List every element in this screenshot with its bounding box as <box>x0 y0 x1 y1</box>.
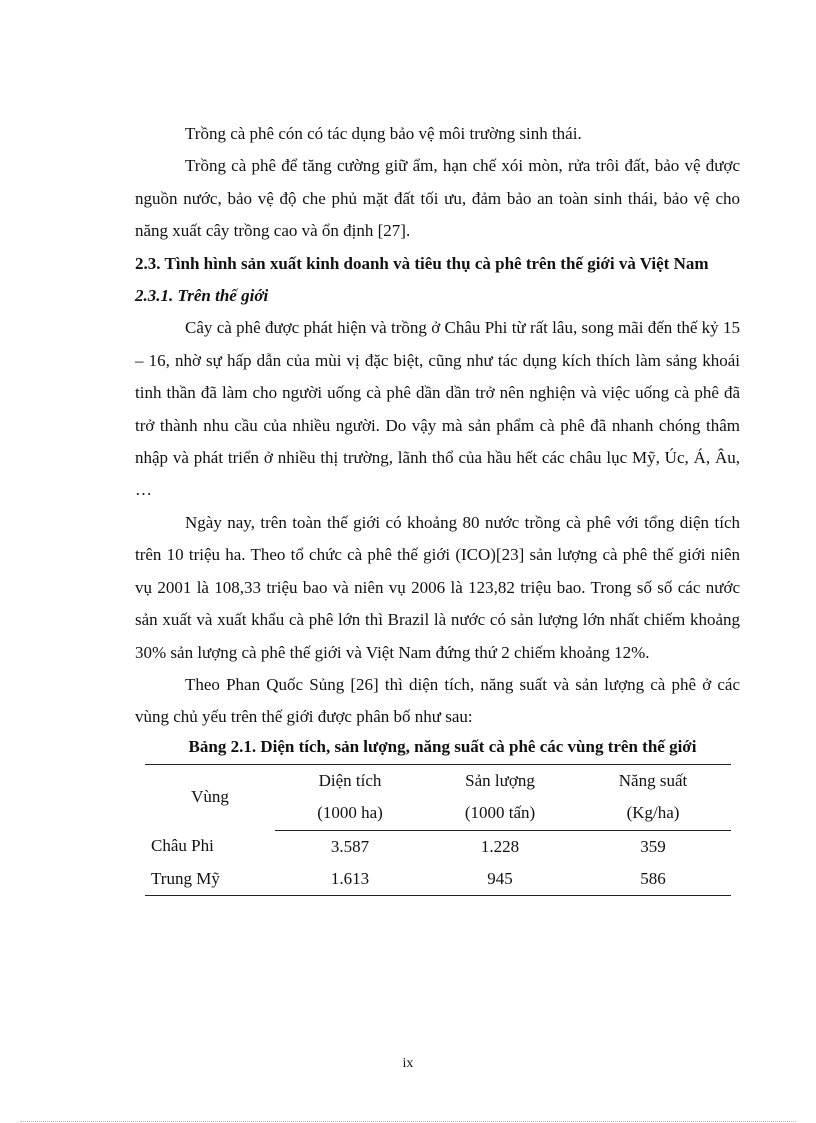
header-cell: Vùng <box>145 764 275 830</box>
page-number: ix <box>402 1056 414 1071</box>
header-unit-cell: (Kg/ha) <box>575 797 731 830</box>
paragraph: Trồng cà phê cón có tác dụng bảo vệ môi trường sinh thái. <box>185 124 582 143</box>
paragraph: Ngày nay, trên toàn thế giới có khoảng 80 nước trồng cà phê với tổng diện tích trên 10 triệu ha. Theo tổ chức cà phê thế giới (ICO)[23] sản lượng cà phê thế giới niên vụ 2001 là 108,33 triệu bao và niên vụ 2006 là 123,82 triệu bao. Trong số số các nước sản xuất và xuất khẩu cà phê lớn thì Brazil là nước có sản lượng lớn nhất chiếm khoảng 30% sản lượng cà phê thế giới và Việt Nam đứng thứ 2 chiếm khoảng 12%. <box>135 512 740 662</box>
page-bottom-divider <box>20 1121 796 1122</box>
document-body <box>135 118 740 896</box>
table-row <box>145 830 731 863</box>
table-cell: 586 <box>575 863 731 896</box>
table-cell: 945 <box>425 863 575 896</box>
table-row <box>145 863 731 896</box>
table-cell: 1.228 <box>480 836 520 856</box>
table-cell: 1.613 <box>275 863 425 896</box>
section-heading: 2.3. Tình hình sản xuất kinh doanh và tiêu thụ cà phê trên thế giới và Việt Nam <box>135 253 709 273</box>
paragraph: Trồng cà phê để tăng cường giữ ẩm, hạn chế xói mòn, rửa trôi đất, bảo vệ được nguồn nước, bảo vệ độ che phủ mặt đất tối ưu, đảm bảo an toàn sinh thái, bảo vệ cho năng xuất cây trồng cao và ổn định [27]. <box>135 156 740 241</box>
table-cell: 3.587 <box>330 836 370 856</box>
header-unit-cell: (1000 tấn) <box>425 797 575 830</box>
header-cell: Diện tích <box>275 764 425 797</box>
subsection-heading: 2.3.1. Trên thế giới <box>135 286 269 306</box>
table-cell: Trung Mỹ <box>145 863 275 896</box>
header-cell: Sản lượng <box>425 764 575 797</box>
header-cell: Năng suất <box>575 764 731 797</box>
table-cell: Châu Phi <box>151 836 214 856</box>
table-caption: Bảng 2.1. Diện tích, sản lượng, năng suất cà phê các vùng trên thế giới <box>188 736 697 756</box>
data-table <box>145 764 731 897</box>
paragraph: Theo Phan Quốc Sủng [26] thì diện tích, năng suất và sản lượng cà phê ở các vùng chủ yếu trên thế giới được phân bố như sau: <box>135 674 740 727</box>
header-unit-cell: (1000 ha) <box>275 797 425 830</box>
paragraph: Cây cà phê được phát hiện và trồng ở Châu Phi từ rất lâu, song mãi đến thế kỷ 15 – 16, nhờ sự hấp dẫn của mùi vị đặc biệt, cũng như tác dụng kích thích làm sảng khoái tinh thần đã làm cho người uống cà phê dần dần trở nên nghiện và việc uống cà phê đã trở thành nhu cầu của nhiều người. Do vậy mà sản phẩm cà phê đã nhanh chóng thâm nhập và phát triển ở nhiều thị trường, lãnh thổ của hầu hết các châu lục Mỹ, Úc, Á, Âu, … <box>135 318 740 500</box>
table-header-row <box>145 764 731 797</box>
table-cell: 359 <box>640 836 666 856</box>
